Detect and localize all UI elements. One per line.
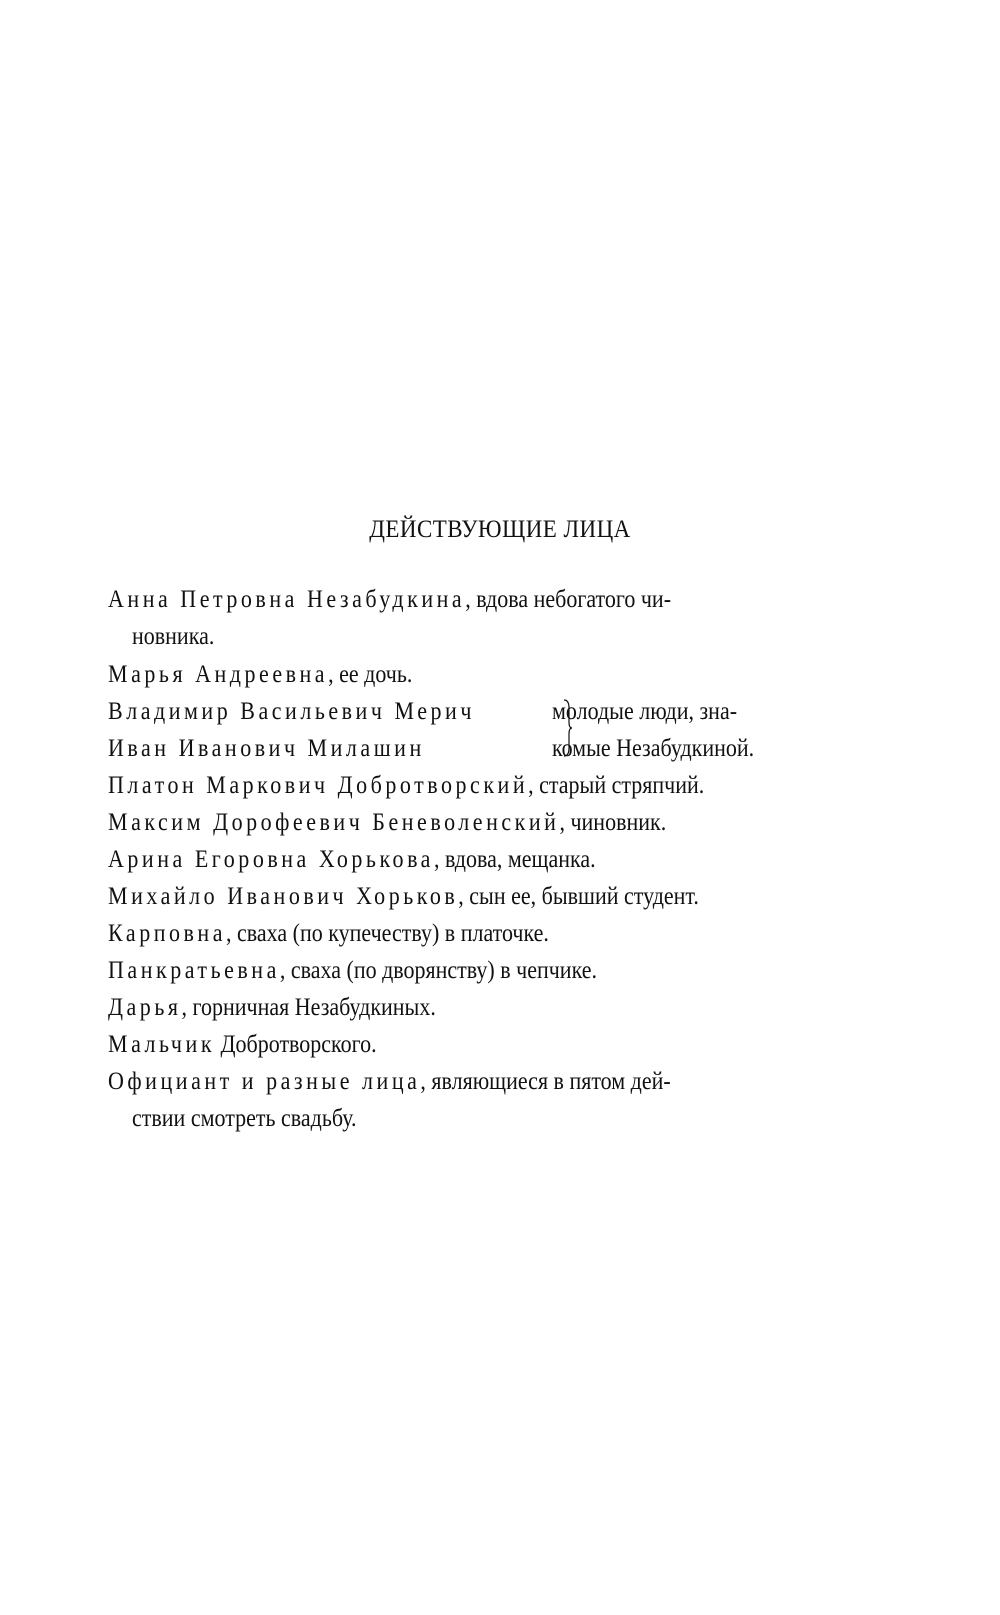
- character-desc: , вдова, мещанка.: [433, 846, 596, 873]
- character-desc: Добротворского.: [215, 1031, 377, 1058]
- character-desc: , сваха (по купечеству) в платочке.: [226, 920, 549, 947]
- list-item: [108, 734, 425, 764]
- character-desc: , ее дочь.: [328, 661, 413, 688]
- character-name: Официант и разные лица: [108, 1068, 421, 1095]
- character-name: Максим Дорофеевич Беневоленский: [108, 809, 560, 836]
- list-item: [108, 1030, 377, 1060]
- list-item: [108, 771, 704, 801]
- character-name: Арина Егоровна Хорькова: [108, 846, 434, 873]
- list-item: [108, 660, 412, 690]
- character-name: Панкратьевна: [108, 957, 280, 984]
- list-item: [108, 845, 596, 875]
- character-desc: , являющиеся в пятом дей-: [420, 1068, 671, 1095]
- shared-desc-1: молодые люди, зна-: [552, 698, 738, 725]
- character-name: Марья Андреевна: [108, 661, 329, 688]
- list-item: [108, 1067, 671, 1097]
- character-desc: , сваха (по дворянству) в чепчике.: [279, 957, 597, 984]
- page-title: ДЕЙСТВУЮЩИЕ ЛИЦА: [369, 516, 631, 543]
- list-item: [108, 808, 666, 838]
- character-name: Платон Маркович Добротворский: [108, 772, 529, 799]
- character-name: Владимир Васильевич Мерич: [108, 698, 475, 725]
- character-name: Михайло Иванович Хорьков: [108, 883, 459, 910]
- list-item: [108, 697, 475, 727]
- character-desc: , чиновник.: [559, 809, 667, 836]
- list-item: [108, 993, 436, 1023]
- character-desc: , сын ее, бывший студент.: [458, 883, 699, 910]
- character-desc: , старый стряпчий.: [528, 772, 705, 799]
- character-name: Карповна: [108, 920, 227, 947]
- character-desc: , вдова небогатого чи-: [465, 586, 672, 613]
- list-item-continuation: новника.: [132, 623, 215, 650]
- character-name: Дарья: [108, 994, 182, 1021]
- character-desc: , горничная Незабудкиных.: [181, 994, 436, 1021]
- list-item: [108, 919, 549, 949]
- list-item: [108, 956, 597, 986]
- character-name: Анна Петровна Незабудкина: [108, 586, 466, 613]
- list-item: [108, 585, 671, 615]
- character-name: Иван Иванович Милашин: [108, 735, 425, 762]
- shared-desc-2: комые Незабудкиной.: [552, 735, 755, 762]
- list-item-continuation: ствии смотреть свадьбу.: [132, 1105, 357, 1132]
- character-name: Мальчик: [108, 1031, 216, 1058]
- list-item: [108, 882, 699, 912]
